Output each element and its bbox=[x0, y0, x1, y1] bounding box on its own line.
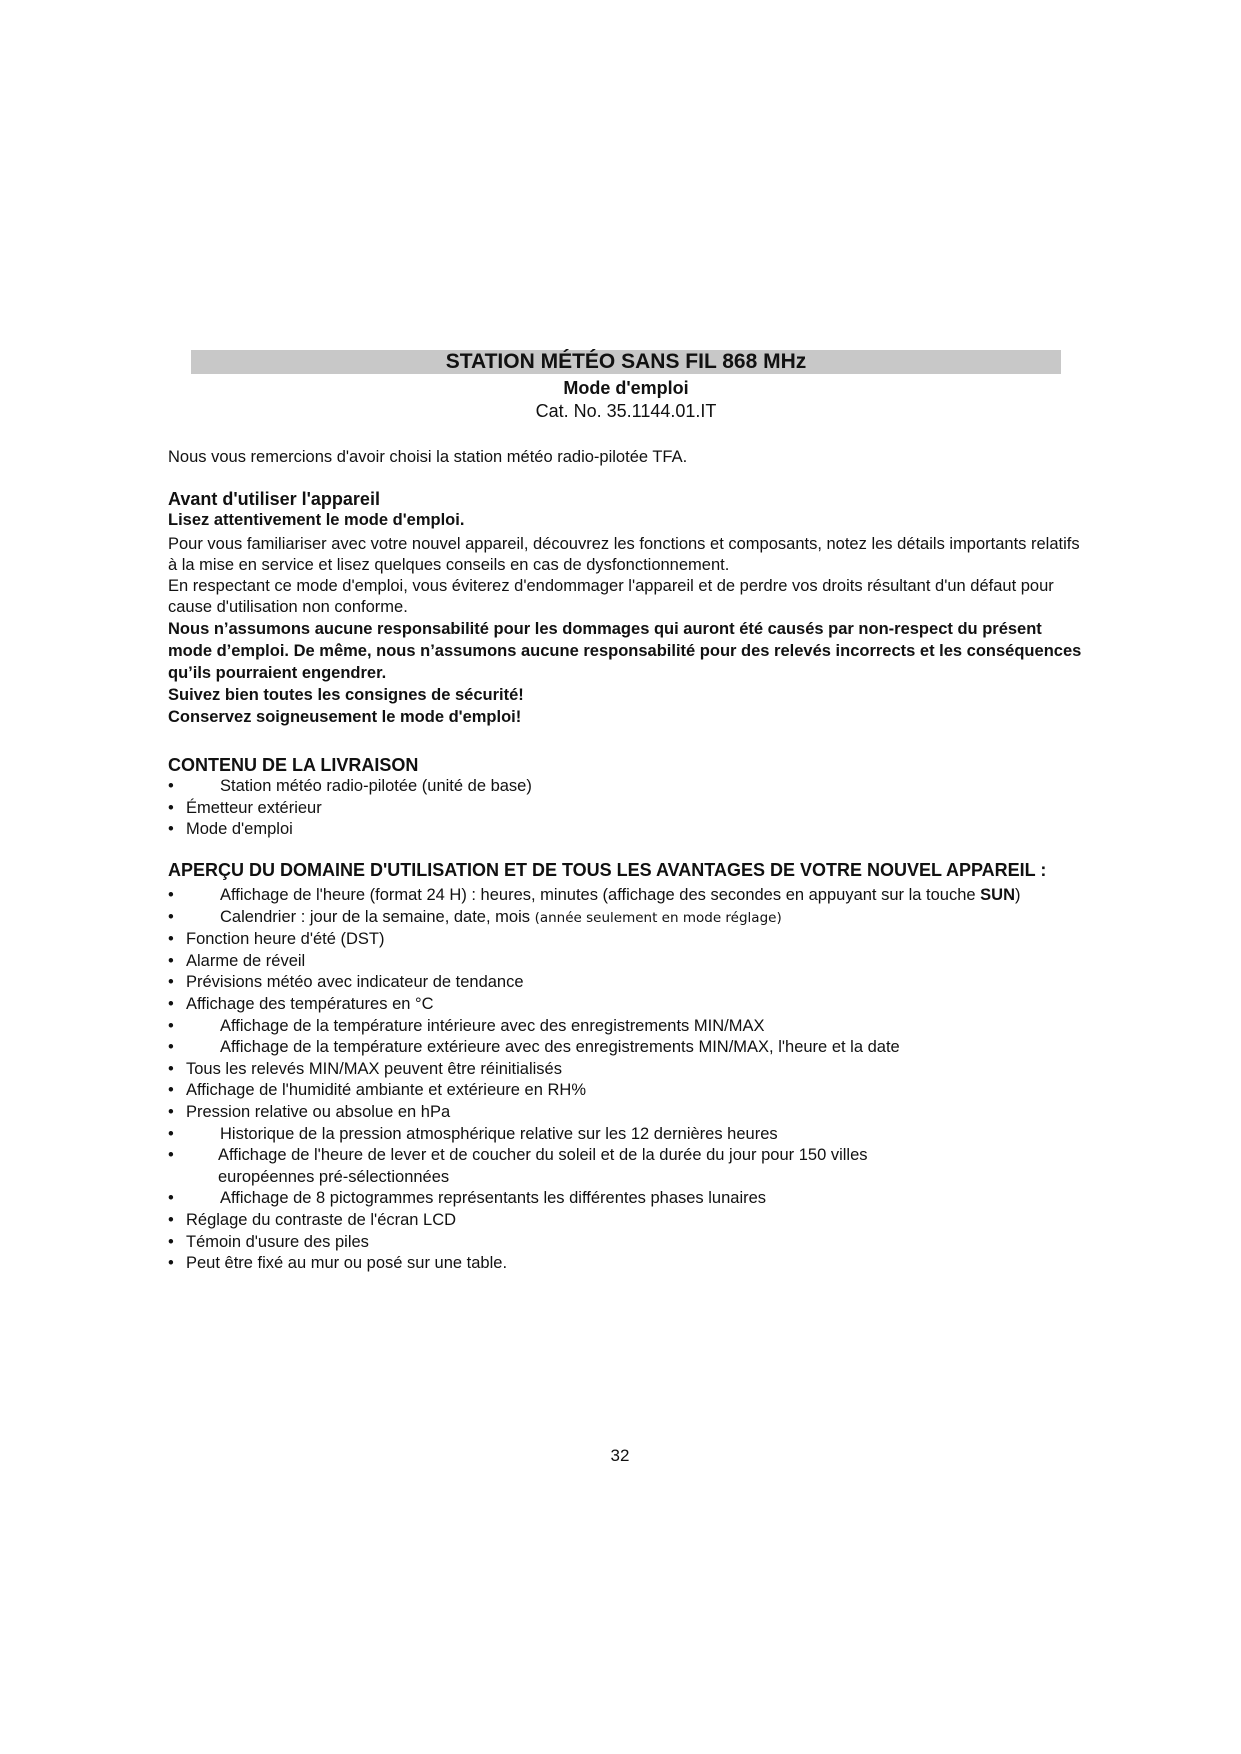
list-item: • Mode d'emploi bbox=[168, 819, 1088, 841]
list-item: • Alarme de réveil bbox=[168, 951, 1088, 973]
document-title: STATION MÉTÉO SANS FIL 868 MHz bbox=[191, 350, 1061, 374]
before-use-para-2: En respectant ce mode d'emploi, vous éviterez d'endommager l'appareil et de perdre vos droits résultant d'un défaut pour cause d'utilisation non conforme. bbox=[168, 577, 1054, 616]
contents-heading: CONTENU DE LA LIVRAISON bbox=[168, 755, 419, 775]
list-item: • Affichage de l'humidité ambiante et extérieure en RH% bbox=[168, 1080, 1088, 1102]
features-section bbox=[168, 862, 1088, 1275]
list-item: • Prévisions météo avec indicateur de tendance bbox=[168, 972, 1088, 994]
list-item: • Historique de la pression atmosphérique relative sur les 12 dernières heures bbox=[168, 1124, 1088, 1146]
intro-text: Nous vous remercions d'avoir choisi la station météo radio-pilotée TFA. bbox=[168, 448, 688, 466]
features-list bbox=[168, 885, 1088, 1275]
before-use-para-1: Pour vous familiariser avec votre nouvel appareil, découvrez les fonctions et composants, notez les détails importants relatifs à la mise en service et lisez quelques conseils en cas de dysfonctionnement. bbox=[168, 535, 1080, 574]
document-subtitle: Mode d'emploi bbox=[563, 378, 689, 398]
list-item: • Émetteur extérieur bbox=[168, 798, 1088, 820]
list-item: • Fonction heure d'été (DST) bbox=[168, 929, 1088, 951]
liability-warning: Nous n’assumons aucune responsabilité pour les dommages qui auront été causés par non-respect du présent mode d’emploi. De même, nous n’assumons aucune responsabilité pour des relevés incorrects et les conséquences qu’ils pourraient engendrer. bbox=[168, 620, 1082, 682]
contents-list bbox=[168, 776, 1088, 841]
before-use-subheading: Lisez attentivement le mode d'emploi. bbox=[168, 511, 465, 529]
safety-note: Suivez bien toutes les consignes de sécurité! bbox=[168, 686, 524, 704]
list-item: • Calendrier : jour de la semaine, date, mois (année seulement en mode réglage) bbox=[168, 907, 1088, 930]
features-heading: APERÇU DU DOMAINE D'UTILISATION ET DE TOUS LES AVANTAGES DE VOTRE NOUVEL APPAREIL : bbox=[168, 860, 1047, 880]
contents-section bbox=[168, 755, 1088, 841]
list-item: • Affichage de la température extérieure avec des enregistrements MIN/MAX, l'heure et la date bbox=[168, 1037, 1088, 1059]
page-number: 32 bbox=[610, 1446, 630, 1465]
list-item: • Témoin d'usure des piles bbox=[168, 1232, 1088, 1254]
list-item: • Station météo radio-pilotée (unité de base) bbox=[168, 776, 1088, 798]
list-item: • Affichage de 8 pictogrammes représentants les différentes phases lunaires bbox=[168, 1188, 1088, 1210]
before-use-section bbox=[168, 489, 1088, 728]
list-item: • Peut être fixé au mur ou posé sur une table. bbox=[168, 1253, 1088, 1275]
list-item: • Affichage de l'heure de lever et de coucher du soleil et de la durée du jour pour 150 villes européennes pré-sélectionnées bbox=[168, 1145, 1088, 1188]
keep-manual-note: Conservez soigneusement le mode d'emploi! bbox=[168, 708, 522, 726]
list-item: • Affichage de la température intérieure avec des enregistrements MIN/MAX bbox=[168, 1016, 1088, 1038]
catalog-number: Cat. No. 35.1144.01.IT bbox=[535, 401, 717, 421]
list-item: • Affichage de l'heure (format 24 H) : heures, minutes (affichage des secondes en appuyant sur la touche SUN) bbox=[168, 885, 1088, 907]
list-item: • Réglage du contraste de l'écran LCD bbox=[168, 1210, 1088, 1232]
list-item: • Tous les relevés MIN/MAX peuvent être réinitialisés bbox=[168, 1059, 1088, 1081]
before-use-heading: Avant d'utiliser l'appareil bbox=[168, 489, 380, 509]
list-item: • Affichage des températures en °C bbox=[168, 994, 1088, 1016]
list-item: • Pression relative ou absolue en hPa bbox=[168, 1102, 1088, 1124]
